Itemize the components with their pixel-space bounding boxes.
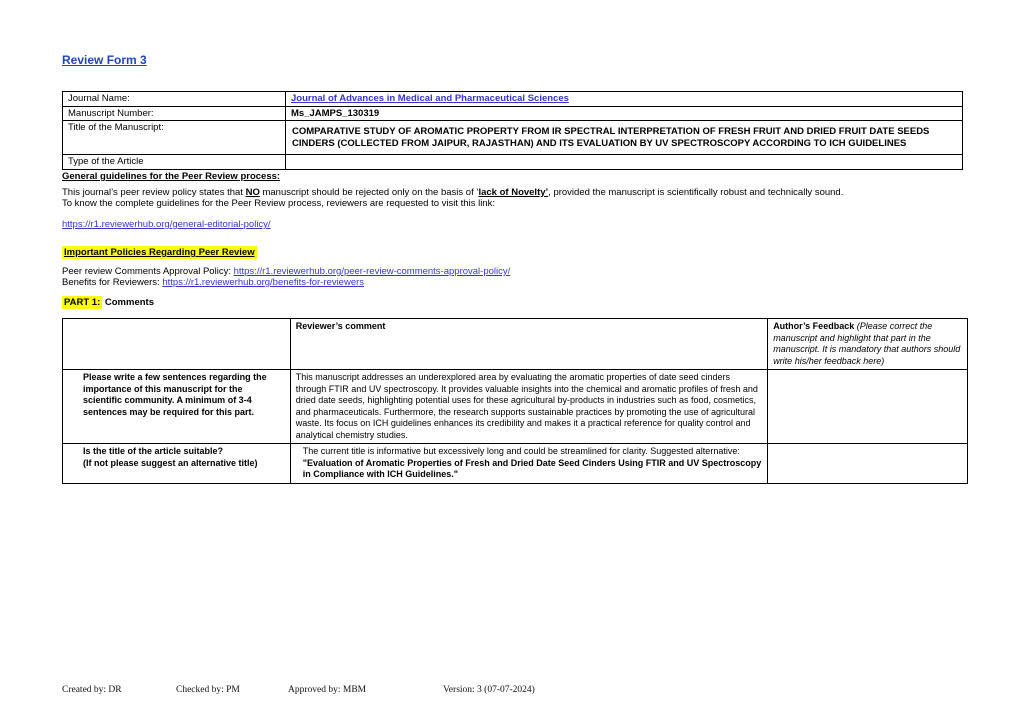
policies-heading: Important Policies Regarding Peer Review (64, 247, 255, 258)
guidelines-text-segment: , provided the manuscript is scientifically robust and technically sound. (548, 187, 844, 198)
comments-table (62, 318, 968, 484)
part1-badge: PART 1: (64, 297, 101, 308)
header-author-feedback (768, 319, 968, 370)
manuscript-info-table (62, 91, 963, 170)
title-comment-intro: The current title is informative but excessively long and could be streamlined for clarity. Suggested alternative: (302, 446, 740, 456)
guidelines-link-line (62, 219, 271, 230)
table-row (63, 444, 968, 484)
guidelines-text-line2: To know the complete guidelines for the Peer Review process, reviewers are requested to visit this link: (62, 198, 495, 209)
importance-author-feedback[interactable] (768, 370, 968, 444)
part1-title: Comments (104, 297, 154, 308)
article-type-value (286, 155, 963, 170)
journal-name-link[interactable]: Journal of Advances in Medical and Pharmaceutical Sciences (291, 93, 569, 104)
header-question-cell (63, 319, 291, 370)
guidelines-novelty-emphasis: lack of Novelty’ (478, 187, 549, 198)
title-author-feedback[interactable] (768, 444, 968, 484)
manuscript-title-label: Title of the Manuscript: (63, 121, 286, 155)
journal-name-label: Journal Name: (63, 92, 286, 107)
journal-name-cell (286, 92, 963, 107)
guidelines-no-emphasis: NO (245, 187, 260, 198)
table-row (63, 121, 963, 155)
table-row (63, 92, 963, 107)
guidelines-text-segment: This journal’s peer review policy states that (62, 187, 246, 198)
title-comment-suggestion: "Evaluation of Aromatic Properties of Fresh and Dried Date Seed Cinders Using FTIR and UV Spectroscopy in Compliance with ICH Guidelines." (302, 457, 762, 479)
title-question-line1: Is the title of the article suitable? (83, 446, 224, 456)
author-feedback-instructions: (Please correct the manuscript and highlight that part in the manuscript. It is mandatory that authors should write his/her feedback here) (773, 321, 961, 366)
manuscript-title-value: COMPARATIVE STUDY OF AROMATIC PROPERTY FROM IR SPECTRAL INTERPRETATION OF FRESH FRUIT AND DRIED FRUIT DATE SEEDS CINDERS (COLLECTED FROM JAIPUR, RAJASTHAN) AND ITS EVALUATION BY UV SPECTROSCOPY ACCORDING TO ICH GUIDELINES (286, 121, 963, 155)
table-row (63, 106, 963, 121)
approval-policy-label: Peer review Comments Approval Policy: (62, 266, 234, 277)
approval-policy-link[interactable]: https://r1.reviewerhub.org/peer-review-comments-approval-policy/ (233, 266, 511, 277)
footer-checked-by: Checked by: PM (176, 685, 240, 695)
part1-heading (62, 297, 154, 308)
title-reviewer-comment (290, 444, 767, 484)
importance-reviewer-comment: This manuscript addresses an underexplored area by evaluating the aromatic properties of date seed cinders through FTIR and UV spectroscopy. It provides valuable insights into the chemical and aromatic profiles of fresh and dried date seeds, highlighting potential uses for these agricultural by-products in industries such as food, cosmetics, and pharmaceuticals. Furthermore, the research supports sustainable practices by promoting the use of agricultural waste. Its focus on ICH guidelines enhances its credibility and makes it a practical reference for quality control and analytical chemistry studies. (290, 370, 767, 444)
general-editorial-policy-link[interactable]: https://r1.reviewerhub.org/general-editorial-policy/ (62, 219, 271, 230)
manuscript-number-value: Ms_JAMPS_130319 (286, 106, 963, 121)
guidelines-paragraph (62, 187, 964, 209)
footer-version: Version: 3 (07-07-2024) (443, 685, 535, 695)
benefits-label: Benefits for Reviewers: (62, 277, 163, 288)
author-feedback-label: Author’s Feedback (773, 321, 857, 331)
header-reviewer-comment: Reviewer’s comment (290, 319, 767, 370)
importance-question: Please write a few sentences regarding the importance of this manuscript for the scientific community. A minimum of 3-4 sentences may be required for this part. (63, 370, 291, 444)
policies-links-block (62, 266, 964, 288)
footer-created-by: Created by: DR (62, 685, 122, 695)
footer-approved-by: Approved by: MBM (288, 685, 367, 695)
benefits-link[interactable]: https://r1.reviewerhub.org/benefits-for-reviewers (162, 277, 365, 288)
manuscript-number-label: Manuscript Number: (63, 106, 286, 121)
article-type-label: Type of the Article (63, 155, 286, 170)
table-row (63, 155, 963, 170)
table-row (63, 370, 968, 444)
table-header-row (63, 319, 968, 370)
guidelines-heading: General guidelines for the Peer Review process: (62, 171, 281, 182)
page-title: Review Form 3 (62, 53, 147, 67)
guidelines-text-segment: manuscript should be rejected only on the basis of ‘ (259, 187, 479, 198)
title-question-line2: (If not please suggest an alternative title) (83, 457, 258, 468)
title-suitability-question (63, 444, 291, 484)
